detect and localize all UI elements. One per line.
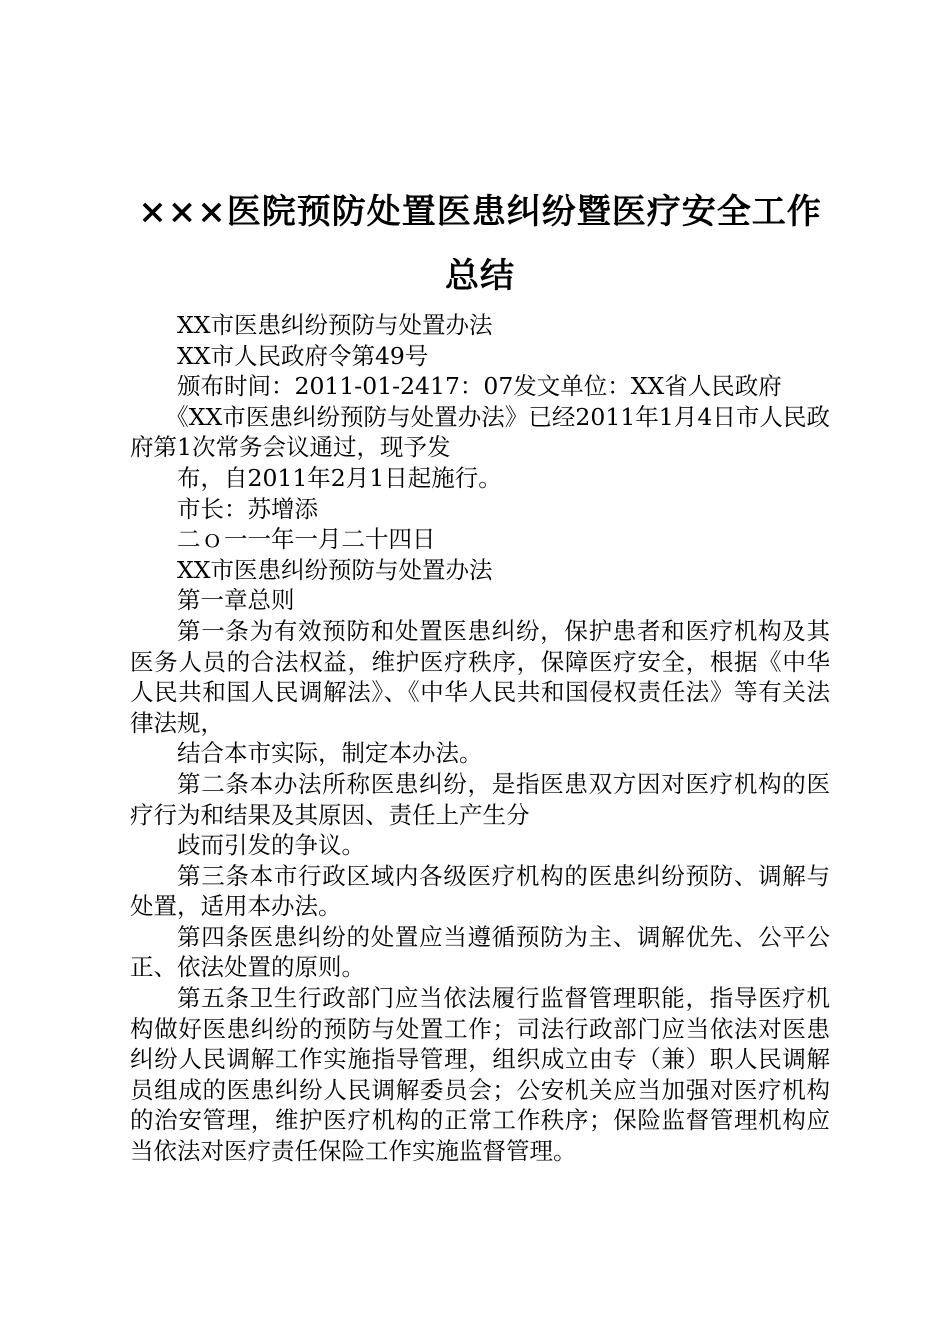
paragraph-regulation-name: XX市医患纠纷预防与处置办法 [177, 311, 493, 339]
document-title [120, 180, 840, 308]
paragraph-chapter-one: 第一章总则 [177, 586, 295, 615]
paragraph-decree-number: XX市人民政府令第49号 [177, 341, 429, 370]
document-page [130, 180, 830, 1167]
title-line-2: 总结 [445, 256, 515, 296]
paragraph-article-2: 第二条本办法所称医患纠纷，是指医患双方因对医疗机构的医疗行为和结果及其原因、责任上产生分 [130, 769, 830, 829]
paragraph-article-5: 第五条卫生行政部门应当依法履行监督管理职能，指导医疗机构做好医患纠纷的预防与处置工作；司法行政部门应当依法对医患纠纷人民调解工作实施指导管理，组织成立由专（兼）职人民调解员组成的医患纠纷人民调解委员会；公安机关应当加强对医疗机构的治安管理，维护医疗机构的正常工作秩序；保险监督管理机构应当依法对医疗责任保险工作实施监督管理。 [130, 984, 830, 1166]
paragraph-article-1-cont: 结合本市实际，制定本办法。 [177, 739, 483, 768]
paragraph-article-2-cont: 歧而引发的争议。 [177, 831, 365, 860]
document-body [130, 310, 830, 1167]
paragraph-article-3: 第三条本市行政区域内各级医疗机构的医患纠纷预防、调解与处置，适用本办法。 [130, 861, 830, 921]
paragraph-mayor: 市长：苏增添 [177, 494, 318, 523]
title-line-1: ×××医院预防处置医患纠纷暨医疗安全工作 [138, 192, 822, 232]
paragraph-approval: 《XX市医患纠纷预防与处置办法》已经2011年1月4日市人民政府第1次常务会议通过，现予发 [130, 402, 830, 462]
paragraph-article-4: 第四条医患纠纷的处置应当遵循预防为主、调解优先、公平公正、依法处置的原则。 [130, 922, 830, 982]
paragraph-effective-date: 布，自2011年2月1日起施行。 [177, 463, 502, 492]
paragraph-regulation-title: XX市医患纠纷预防与处置办法 [177, 555, 493, 584]
paragraph-sign-date: 二ｏ一一年一月二十四日 [177, 525, 436, 554]
paragraph-issue-info: 颁布时间：2011-01-2417：07发文单位：XX省人民政府 [177, 372, 782, 401]
paragraph-article-1: 第一条为有效预防和处置医患纠纷，保护患者和医疗机构及其医务人员的合法权益，维护医疗秩序，保障医疗安全，根据《中华人民共和国人民调解法》、《中华人民共和国侵权责任法》等有关法律法规， [130, 616, 830, 737]
